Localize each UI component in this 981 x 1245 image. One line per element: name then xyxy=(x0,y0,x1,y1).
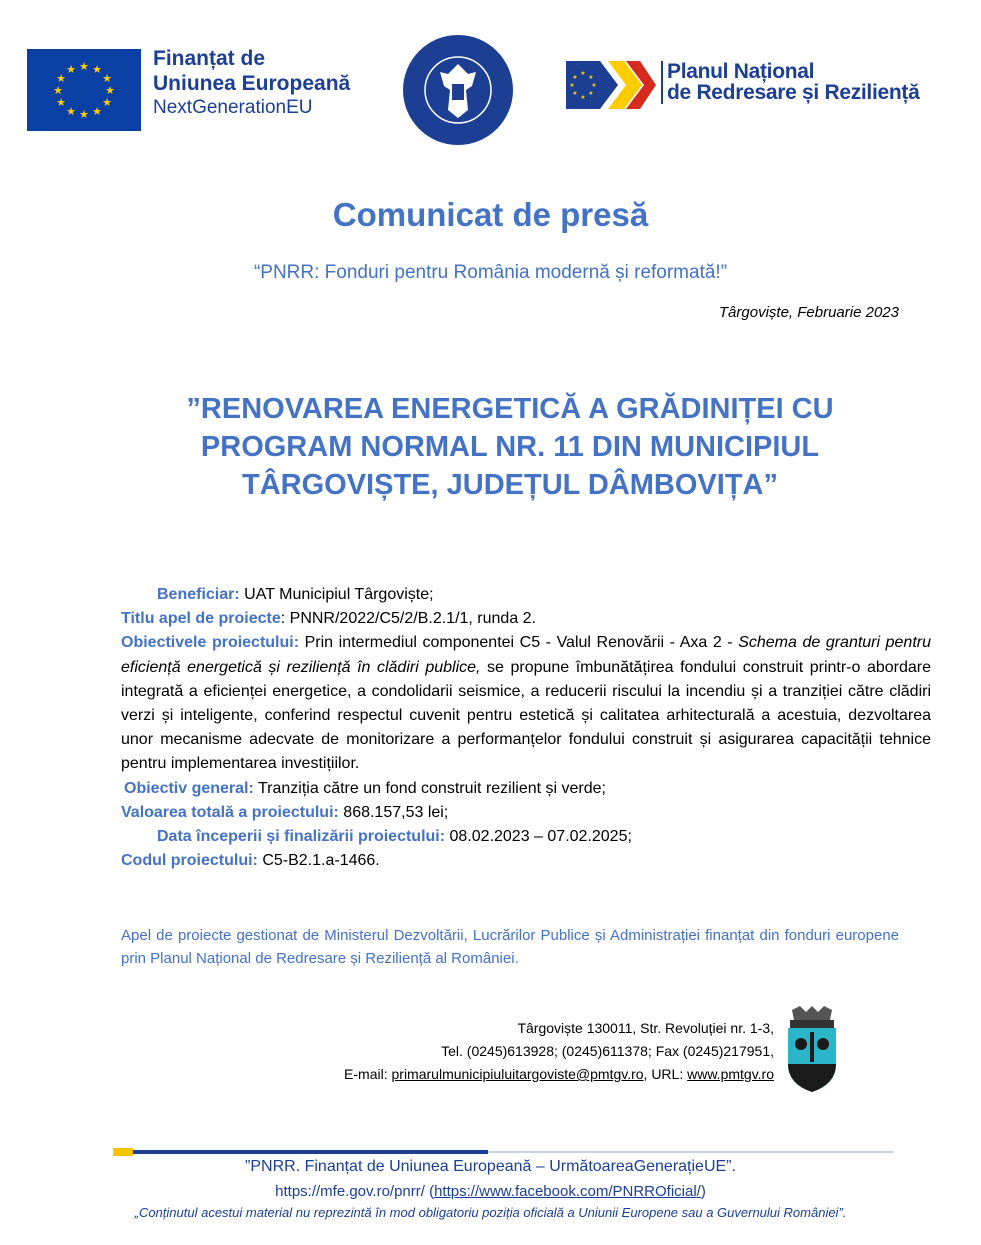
contact-address: Târgoviște 130011, Str. Revoluției nr. 1-3, xyxy=(517,1020,774,1036)
obiective-label: Obiectivele proiectului: xyxy=(121,634,300,652)
svg-text:★: ★ xyxy=(591,82,597,89)
footer-divider xyxy=(113,1148,893,1155)
titlu-value: : PNNR/2022/C5/2/B.2.1/1, runda 2. xyxy=(280,610,537,628)
eu-funding-caption xyxy=(153,48,350,117)
svg-text:★: ★ xyxy=(92,63,102,76)
data-label: Data începerii și finalizării proiectului: xyxy=(157,828,446,846)
beneficiar-value: UAT Municipiul Târgoviște; xyxy=(239,586,434,603)
footer-disclaimer: „Conținutul acestui material nu reprezintă în mod obligatoriu poziția oficială a Uniunii Europene sau a Guvernului României”. xyxy=(134,1205,847,1220)
svg-text:★: ★ xyxy=(580,94,586,101)
titlu-label: Titlu apel de proiecte xyxy=(121,610,281,628)
data-row xyxy=(121,825,931,849)
svg-text:★: ★ xyxy=(105,84,115,97)
svg-text:★: ★ xyxy=(102,72,112,85)
eu-caption-line2: Uniunea Europeană xyxy=(153,72,351,95)
svg-text:★: ★ xyxy=(102,96,112,109)
svg-text:★: ★ xyxy=(572,74,578,81)
obiective-text-1: Prin intermediul componentei C5 - Valul Renovării - Axa 2 - xyxy=(299,634,739,652)
cod-value: C5-B2.1.a-1466. xyxy=(257,852,380,870)
beneficiar-label: Beneficiar: xyxy=(157,586,240,603)
page-subtitle: “PNRR: Fonduri pentru România modernă și reformată!” xyxy=(253,262,728,283)
obiectiv-general-value: Tranziția către un fond construit rezilient și verde; xyxy=(253,779,606,797)
obiective-row xyxy=(121,631,931,776)
pnrr-caption xyxy=(661,61,920,104)
pnrr-caption-line2: de Redresare și Reziliență xyxy=(667,81,920,105)
headline-line1: ”RENOVAREA ENERGETICĂ A GRĂDINIȚEI CU xyxy=(186,393,834,425)
titlu-row xyxy=(121,607,931,631)
headline-line2: PROGRAM NORMAL NR. 11 DIN MUNICIPIUL xyxy=(200,431,820,463)
valoare-value: 868.157,53 lei; xyxy=(338,803,449,821)
project-details xyxy=(121,583,931,873)
svg-text:★: ★ xyxy=(92,105,102,118)
svg-text:★: ★ xyxy=(56,96,66,109)
beneficiar-row xyxy=(121,583,931,607)
svg-text:★: ★ xyxy=(79,108,89,121)
project-headline xyxy=(110,390,910,504)
obiective-text-2: se propune îmbunătățirea fondului construit printr-o abordare integrată a eficienței energetice, a condolidarii seismice, a reducerii riscului la incendiu și a tranziției către clădiri verzi și inteligente, conferind respectul cuvenit pentru estetică și calitatea arhitecturală a acestuia, dezvoltarea unor mecanisme adecvate de monitorizare a performanțelor fondului construit și asigurarea capacității tehnice pentru implementarea investițiilor. xyxy=(121,658,931,773)
romanian-government-seal xyxy=(402,34,514,146)
svg-text:★: ★ xyxy=(588,90,594,97)
svg-text:★: ★ xyxy=(56,72,66,85)
contact-phones: Tel. (0245)613928; (0245)611378; Fax (0245)217951, xyxy=(441,1043,774,1059)
mfe-link[interactable]: https://mfe.gov.ro/pnrr/ xyxy=(275,1183,425,1200)
url-label: , URL: xyxy=(643,1066,688,1082)
footer-slogan: ”PNRR. Finanțat de Uniunea Europeană – UrmătoareaGenerațieUE”. xyxy=(245,1158,736,1175)
valoare-row xyxy=(121,801,931,825)
data-value: 08.02.2023 – 07.02.2025; xyxy=(445,828,632,846)
contact-web xyxy=(200,1063,774,1086)
targoviste-crest-icon xyxy=(784,1006,840,1092)
funding-note: Apel de proiecte gestionat de Ministerul Dezvoltării, Lucrărilor Publice și Administrației finanțat din fonduri europene prin Planul Național de Redresare și Reziliență al României. xyxy=(121,927,899,967)
link-paren-open: ( xyxy=(424,1183,435,1200)
facebook-link[interactable]: https://www.facebook.com/PNRROficial/ xyxy=(434,1183,701,1200)
svg-text:★: ★ xyxy=(572,90,578,97)
svg-text:★: ★ xyxy=(66,63,76,76)
obiectiv-general-row xyxy=(121,777,931,801)
cod-label: Codul proiectului: xyxy=(121,852,258,870)
obiective-text-italic: Schema de granturi pentru eficiență energetică și reziliență în clădiri publice, xyxy=(121,634,931,676)
svg-text:★: ★ xyxy=(588,74,594,81)
svg-text:★: ★ xyxy=(580,70,586,77)
pnrr-caption-line1: Planul Național xyxy=(667,60,815,83)
svg-text:★: ★ xyxy=(569,82,575,89)
contact-block xyxy=(200,1017,774,1086)
svg-text:★: ★ xyxy=(53,84,63,97)
svg-text:★: ★ xyxy=(66,105,76,118)
obiectiv-general-label: Obiectiv general: xyxy=(124,779,254,797)
eu-caption-line3: NextGenerationEU xyxy=(153,97,313,118)
headline-line3: TÂRGOVIȘTE, JUDEȚUL DÂMBOVIȚA” xyxy=(242,469,778,501)
valoare-label: Valoarea totală a proiectului: xyxy=(121,803,339,821)
pnrr-logo xyxy=(566,57,656,113)
dateline: Târgoviște, Februarie 2023 xyxy=(718,304,899,321)
eu-flag-logo xyxy=(27,49,141,131)
svg-text:★: ★ xyxy=(79,60,89,73)
page-title: Comunicat de presă xyxy=(332,196,649,233)
link-paren-close: ) xyxy=(700,1183,706,1200)
email-link[interactable]: primarulmunicipiuluitargoviste@pmtgv.ro xyxy=(391,1066,644,1082)
eu-caption-line1: Finanțat de xyxy=(153,47,266,70)
footer-links xyxy=(0,1183,981,1200)
email-label: E-mail: xyxy=(344,1066,392,1082)
cod-row xyxy=(121,849,931,873)
url-link[interactable]: www.pmtgv.ro xyxy=(687,1066,774,1082)
